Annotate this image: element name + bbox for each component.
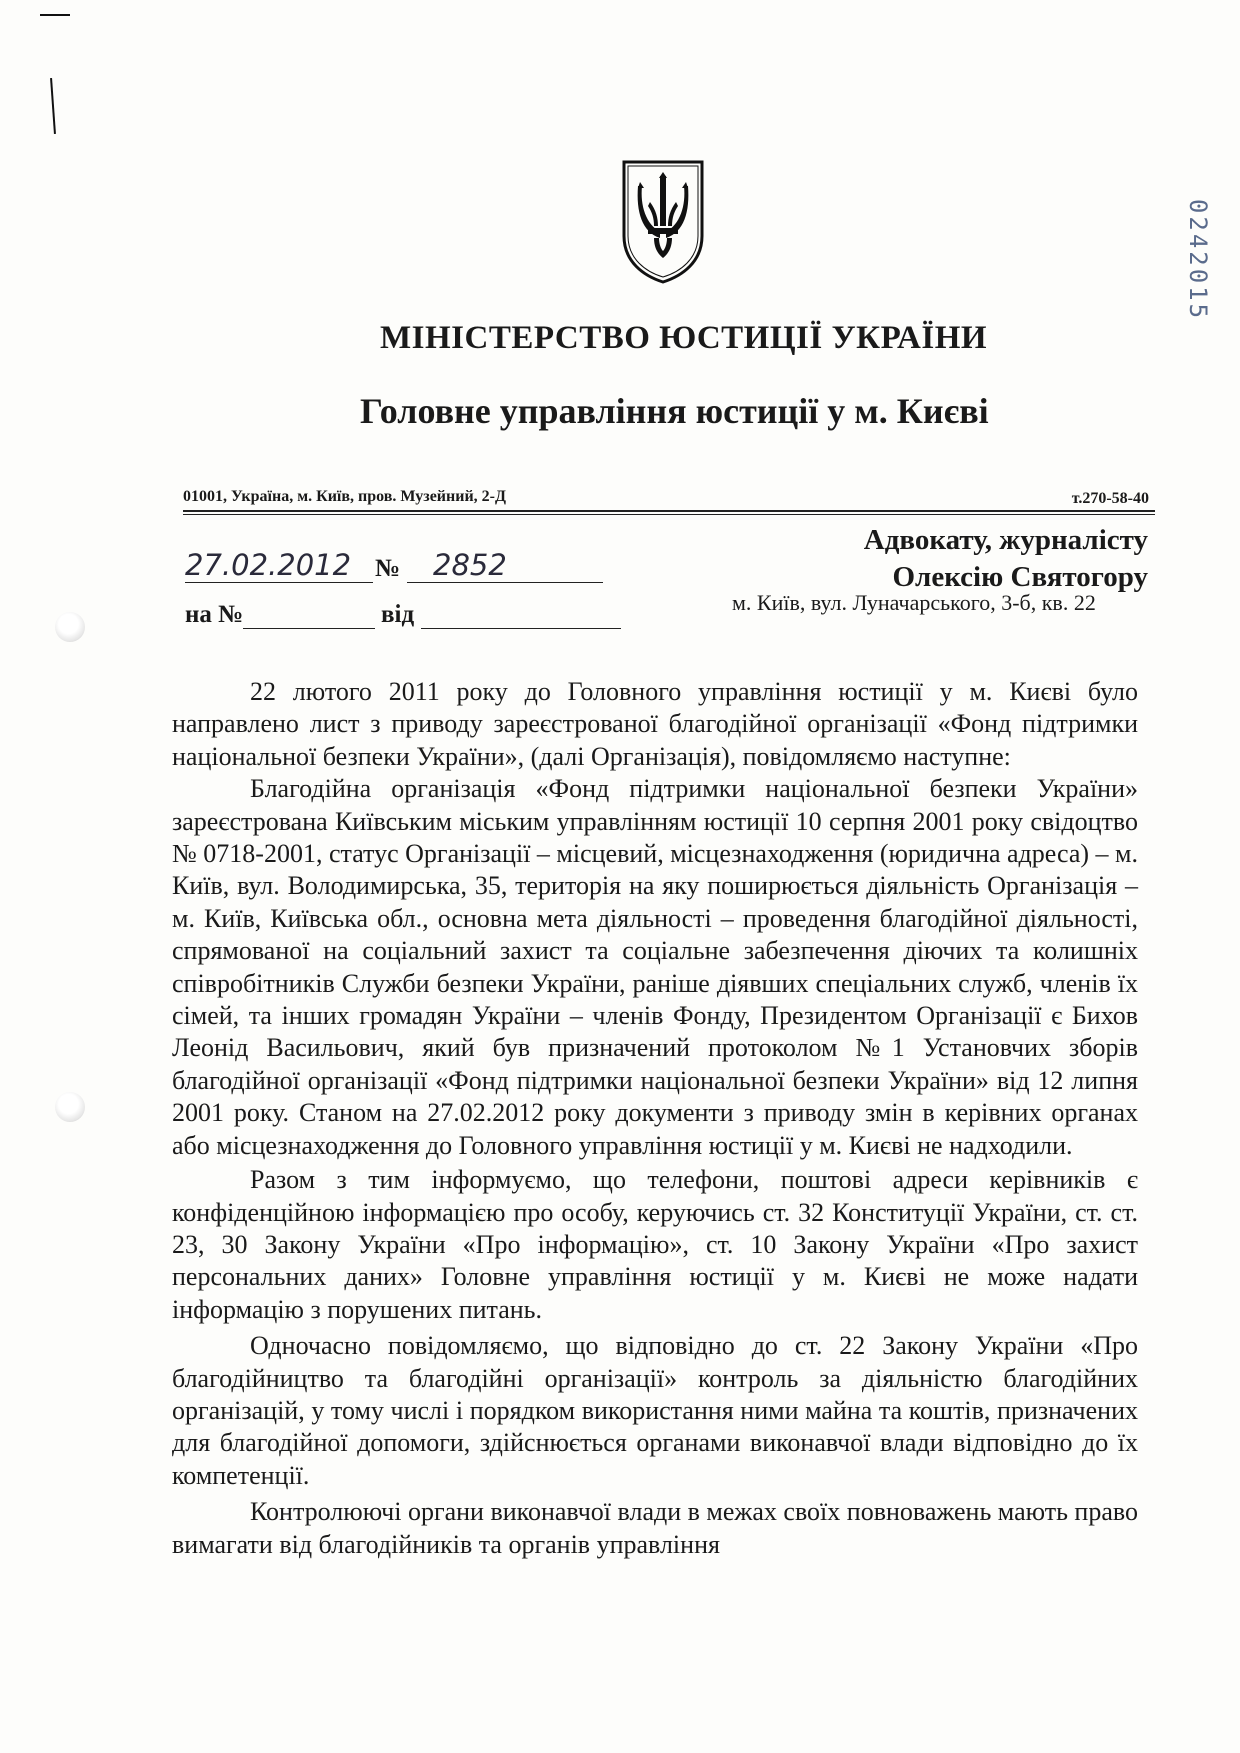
- outgoing-date-number: [185, 548, 605, 588]
- punch-hole-bottom: [55, 1092, 85, 1122]
- reference-number-label: на №: [185, 601, 244, 628]
- letterhead-rule: [183, 510, 1155, 512]
- recipient-name: Олексію Святогору: [892, 561, 1148, 593]
- reference-number-blank: [243, 628, 375, 629]
- outgoing-number: 2852: [433, 548, 507, 582]
- body-paragraph: 22 лютого 2011 року до Головного управління юстиції у м. Києві було направлено лист з приводу зареєстрованої благодійної організації «Фонд підтримки національної безпеки України», (далі Організація), повідомляємо наступне:: [172, 677, 1138, 771]
- margin-mark-top: [40, 14, 70, 16]
- body-paragraph: Благодійна організація «Фонд підтримки національної безпеки України» зареєстрована Київським міським управлінням юстиції 10 серпня 2001 року свідоцтво № 0718-2001, статус Організації – місцевий, місцезнаходження (юридична адреса) – м. Київ, вул. Володимирська, 35, територія на яку поширюється діяльність Організація – м. Київ, Київська обл., основна мета діяльності – проведення благодійної діяльності, спрямованої на соціальний захист та соціальне забезпечення діючих та колишніх співробітників Служби безпеки України, раніше діявших спеціальних служб, членів їх сімей, та інших громадян України – членів Фонду, Президентом Організації є Бихов Леонід Васильович, який був призначений протоколом №1 Установчих зборів благодійної організації «Фонд підтримки національної безпеки України» від 12 липня 2001 року. Станом на 27.02.2012 року документи з приводу змін в керівних органах або місцезнаходження до Головного управління юстиції у м. Києві не надходили.: [172, 774, 1138, 1160]
- letterhead-rule-thin: [183, 514, 1155, 515]
- recipient-address: м. Київ, вул. Луначарського, 3-б, кв. 22: [732, 590, 1096, 615]
- ministry-title: МІНІСТЕРСТВО ЮСТИЦІЇ УКРАЇНИ: [380, 320, 988, 356]
- reverse-side-show-through: [170, 108, 1155, 137]
- date-underline: [185, 582, 373, 583]
- body-paragraph: Разом з тим інформуємо, що телефони, поштові адреси керівників є конфіденційною інформацією про особу, керуючись ст. 32 Конституції України, ст. ст. 23, 30 Закону України «Про інформацію», ст. 10 Закону України «Про захист персональних даних» Головне управління юстиції у м. Києві не може надати інформацію з порушених питань.: [172, 1165, 1138, 1324]
- recipient-block: [864, 522, 1148, 596]
- letterhead-phone: т.270-58-40: [1071, 490, 1149, 507]
- recipient-title: Адвокату, журналісту: [863, 524, 1148, 556]
- trident-coat-of-arms-icon: [620, 158, 706, 286]
- reference-date-blank: [421, 628, 621, 629]
- body-paragraph: Контролюючі органи виконавчої влади в межах своїх повноважень мають право вимагати від благодійників та органів управління: [172, 1497, 1138, 1559]
- serial-number-stamp: 0242015: [1184, 198, 1212, 322]
- outgoing-date: 27.02.2012: [185, 548, 352, 582]
- reference-line: [185, 598, 625, 634]
- margin-mark-left: [50, 78, 56, 134]
- letterhead-address: 01001, Україна, м. Київ, пров. Музейний, 2-Д: [183, 488, 507, 505]
- number-underline: [407, 582, 603, 583]
- department-title: Головне управління юстиції у м. Києві: [360, 391, 989, 431]
- number-sign: №: [375, 555, 401, 582]
- reference-date-label: від: [381, 601, 415, 628]
- body-paragraph: Одночасно повідомляємо, що відповідно до ст. 22 Закону України «Про благодійництво та благодійні організації» контроль за діяльністю благодійних організацій, у тому числі і порядком використання ними майна та коштів, призначених для благодійної допомоги, здійснюється органами виконавчої влади відповідно до їх компетенції.: [172, 1331, 1138, 1490]
- punch-hole-top: [55, 612, 85, 642]
- letter-body: [172, 676, 1138, 1561]
